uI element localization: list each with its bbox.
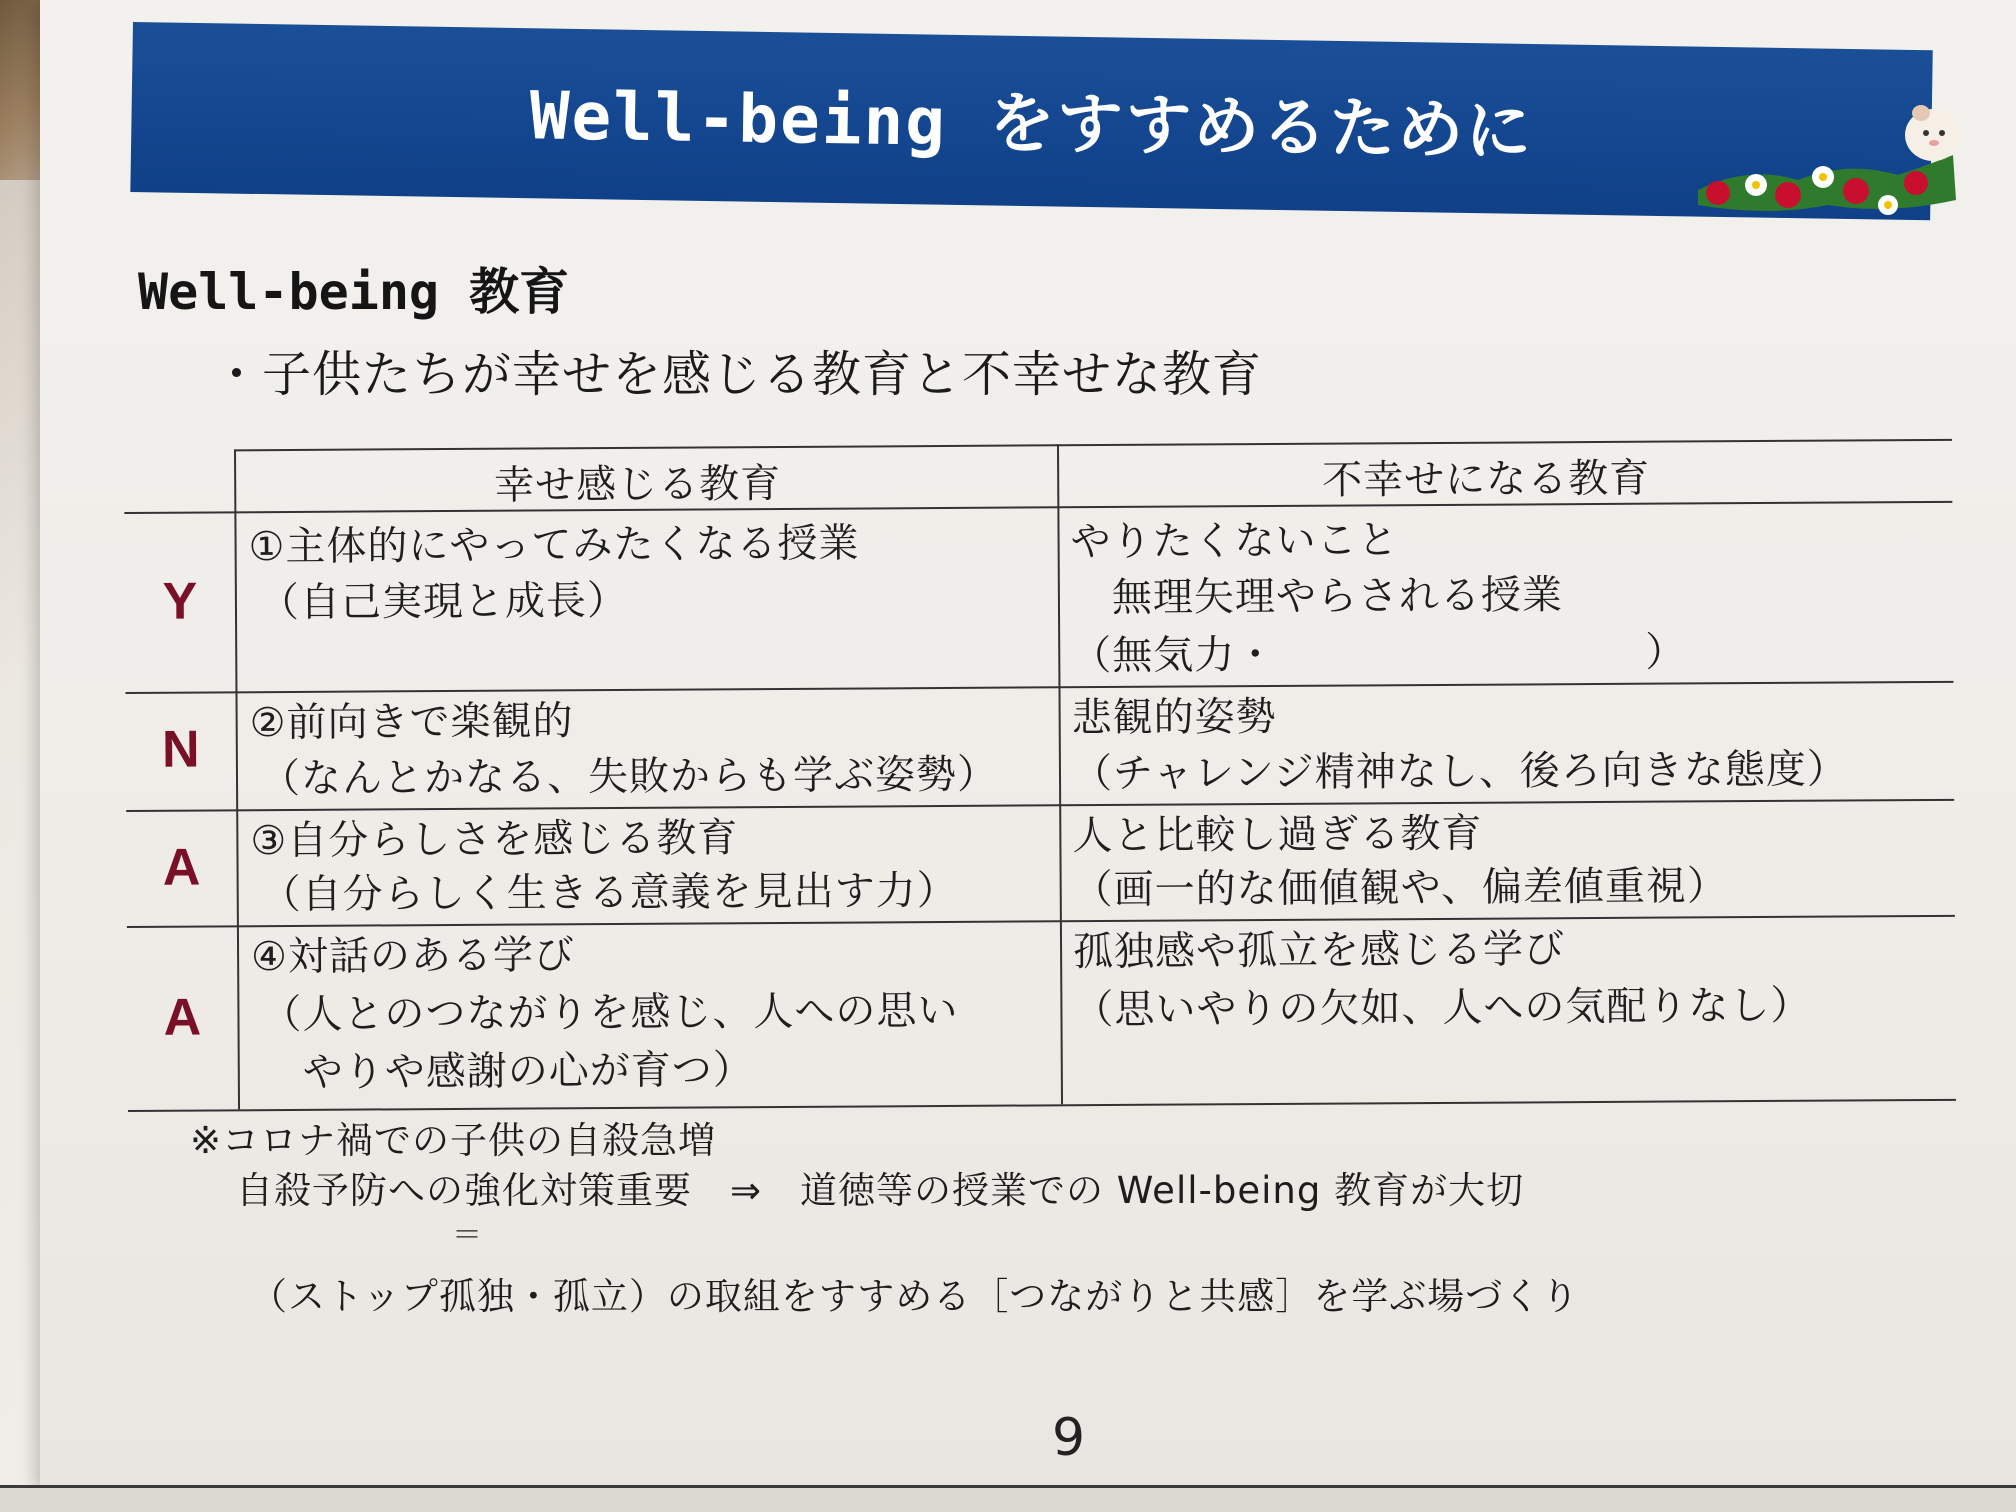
row-letter-y: Y bbox=[162, 572, 198, 631]
unhappy-cell-line: （画一的な価値観や、偏差値重視） bbox=[1072, 863, 1729, 914]
header-happy: 幸せ感じる教育 bbox=[494, 460, 782, 509]
section-subheading: ・子供たちが幸せを感じる教育と不幸せな教育 bbox=[212, 346, 1263, 403]
happy-cell-line: やりや感謝の心が育つ） bbox=[261, 1047, 754, 1097]
equals-sign: ＝ bbox=[452, 1218, 483, 1253]
strawberry-decoration-icon bbox=[1688, 105, 1968, 235]
title-banner bbox=[130, 22, 1932, 220]
unhappy-cell-line: やりたくないこと bbox=[1070, 517, 1399, 566]
unhappy-cell-line: （思いやりの欠如、人への気配りなし） bbox=[1073, 982, 1812, 1034]
comparison-table bbox=[124, 439, 1956, 1110]
unhappy-cell-line: 孤独感や孤立を感じる学び bbox=[1072, 926, 1566, 976]
section-heading: Well-being 教育 bbox=[138, 263, 570, 321]
unhappy-cell-line: 人と比較し過ぎる教育 bbox=[1072, 810, 1483, 860]
happy-cell-line: ④対話のある学び bbox=[250, 932, 576, 981]
row-letter-a: A bbox=[163, 988, 202, 1047]
happy-cell-line: （自分らしく生きる意義を見出す力） bbox=[260, 867, 958, 919]
happy-cell-line: （人とのつながりを感じ、人への思い bbox=[261, 987, 959, 1039]
happy-cell-line: （自己実現と成長） bbox=[258, 577, 629, 627]
table-rule bbox=[124, 501, 1952, 514]
row-letter-n: N bbox=[161, 720, 200, 779]
happy-cell-line: ③自分らしさを感じる教育 bbox=[250, 815, 739, 865]
page-number: 9 bbox=[1052, 1408, 1086, 1468]
table-rule bbox=[125, 681, 1953, 694]
unhappy-cell-line: 悲観的姿勢 bbox=[1071, 693, 1277, 742]
background-strip bbox=[0, 1488, 2016, 1512]
note-line: 自殺予防への強化対策重要 ⇒ 道徳等の授業での Well-being 教育が大切 bbox=[236, 1169, 1525, 1212]
happy-cell-line: ②前向きで楽観的 bbox=[249, 698, 574, 747]
unhappy-cell-line: 無理矢理やらされる授業 bbox=[1070, 572, 1564, 622]
header-unhappy: 不幸せになる教育 bbox=[1322, 455, 1651, 504]
happy-cell-line: （なんとかなる、失敗からも学ぶ姿勢） bbox=[259, 751, 999, 803]
note-line: ※コロナ禍での子供の自殺急増 bbox=[190, 1119, 717, 1162]
unhappy-cell-line: （無気力・ ） bbox=[1071, 629, 1687, 680]
row-letter-a: A bbox=[162, 838, 201, 897]
note-line: （ストップ孤独・孤立）の取組をすすめる［つながりと共感］を学ぶ場づくり bbox=[250, 1275, 1580, 1318]
happy-cell-line: ①主体的にやってみたくなる授業 bbox=[248, 520, 860, 571]
page-title: Well-being をすすめるために bbox=[529, 77, 1534, 171]
unhappy-cell-line: （チャレンジ精神なし、後ろ向きな態度） bbox=[1071, 746, 1848, 798]
table-rule bbox=[1057, 444, 1063, 1104]
